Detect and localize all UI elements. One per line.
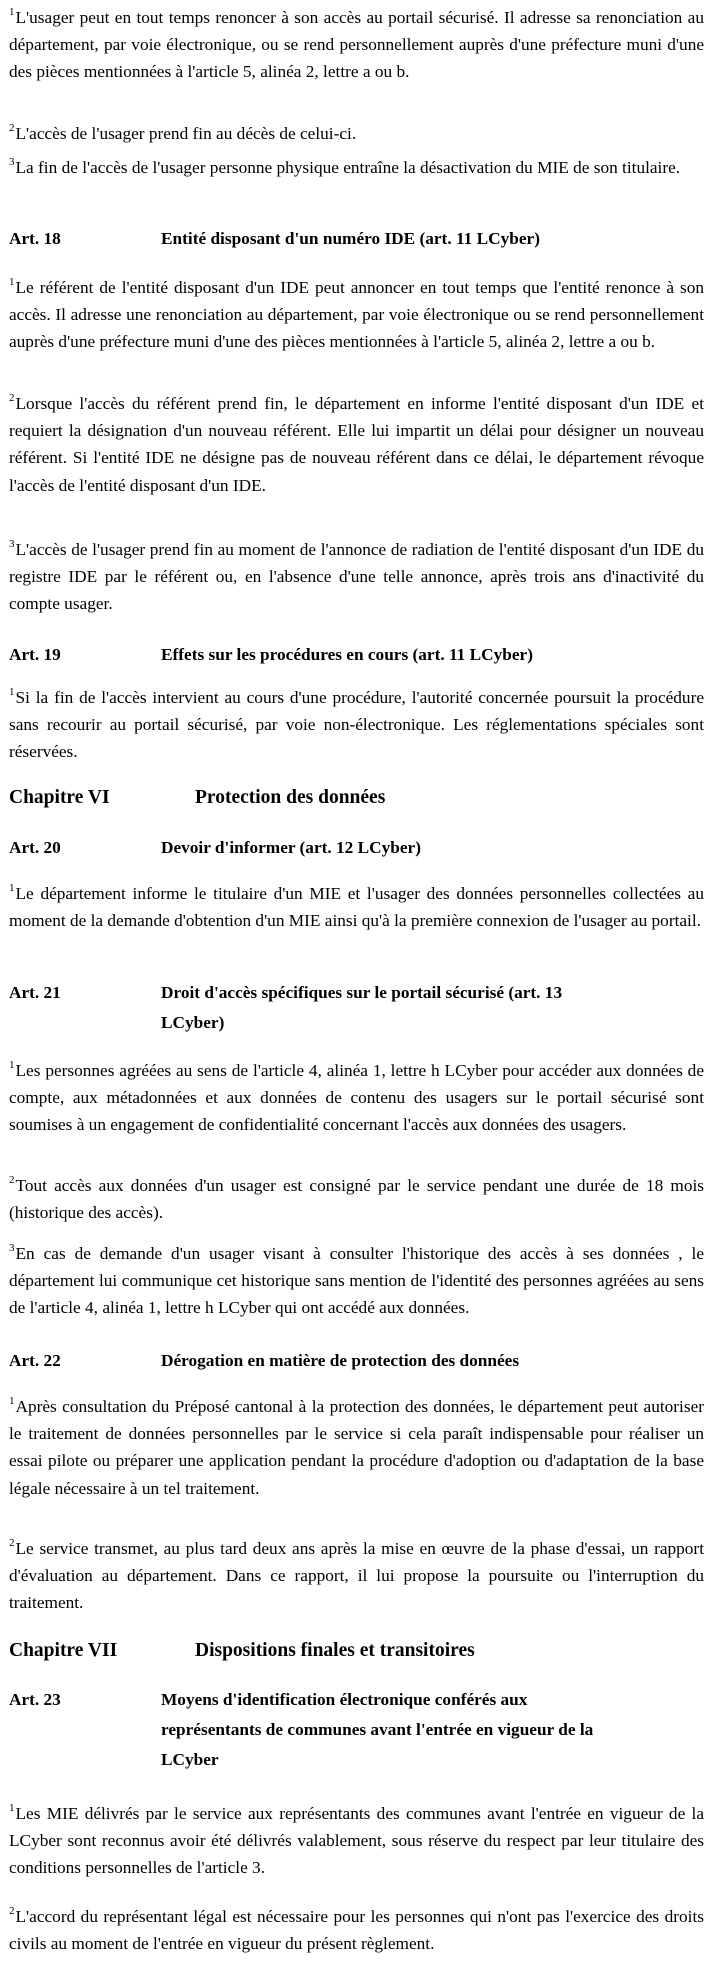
article-title: Entité disposant d'un numéro IDE (art. 11 LCyber) [161, 229, 540, 248]
article-title: Effets sur les procédures en cours (art. 11 LCyber) [161, 645, 533, 664]
paragraph [9, 880, 704, 934]
paragraph [9, 4, 704, 86]
article-heading [9, 640, 704, 670]
paragraph-number: 2 [9, 1174, 15, 1186]
article-heading [9, 1685, 704, 1775]
paragraph-text: Lorsque l'accès du référent prend fin, le département en informe l'entité disposant d'un IDE et requiert la désignation d'un nouveau référent. Elle lui impartit un délai pour désigner un nouveau référent. Si l'entité IDE ne désigne pas de nouveau référent dans ce délai, le département révoque l'accès de l'entité disposant d'un IDE. [9, 394, 704, 495]
paragraph-text: L'accord du représentant légal est nécessaire pour les personnes qui n'ont pas l'exercice des droits civils au moment de l'entrée en vigueur du présent règlement. [9, 1907, 704, 1954]
article-heading [9, 833, 704, 863]
paragraph-text: Après consultation du Préposé cantonal à la protection des données, le département peut autoriser le traitement de données personnelles par le service si cela paraît indispensable pour réaliser un essai pilote ou préparer une application pendant la procédure d'adoption ou d'adaptation de la base légale nécessaire à un tel traitement. [9, 1397, 704, 1498]
chapter-heading [9, 1636, 704, 1666]
paragraph-text: Si la fin de l'accès intervient au cours d'une procédure, l'autorité concernée poursuit la procédure sans recourir au portail sécurisé, par voie non-électronique. Les réglementations spéciales sont réservées. [9, 688, 704, 762]
paragraph-number: 3 [9, 1242, 15, 1254]
article-number: Art. 21 [9, 983, 61, 1002]
paragraph-number: 2 [9, 392, 15, 404]
paragraph-text: L'accès de l'usager prend fin au moment de l'annonce de radiation de l'entité disposant d'un IDE du registre IDE par le référent ou, en l'absence d'une telle annonce, après trois ans d'inactivité du compte usager. [9, 540, 704, 614]
article-number: Art. 23 [9, 1690, 61, 1709]
paragraph-text: En cas de demande d'un usager visant à consulter l'historique des accès à ses données , le département lui communique cet historique sans mention de l'identité des personnes agréées au sens de l'article 4, alinéa 1, lettre h LCyber qui ont accédé aux données. [9, 1244, 704, 1318]
paragraph [9, 1172, 704, 1226]
chapter-heading [9, 783, 704, 813]
paragraph-number: 2 [9, 122, 15, 134]
paragraph [9, 1057, 704, 1139]
paragraph-number: 3 [9, 156, 15, 168]
paragraph-number: 1 [9, 1802, 15, 1814]
paragraph-number: 1 [9, 1059, 15, 1071]
paragraph-text: L'accès de l'usager prend fin au décès de celui-ci. [15, 124, 357, 143]
article-number: Art. 22 [9, 1351, 61, 1370]
paragraph-number: 1 [9, 882, 15, 894]
paragraph-number: 2 [9, 1905, 15, 1917]
paragraph [9, 1240, 704, 1322]
chapter-title: Dispositions finales et transitoires [195, 1640, 475, 1661]
chapter-number: Chapitre VI [9, 787, 110, 808]
paragraph-text: Tout accès aux données d'un usager est consigné par le service pendant une durée de 18 mois (historique des accès). [9, 1176, 704, 1223]
paragraph [9, 536, 704, 618]
article-heading [9, 978, 704, 1038]
paragraph [9, 274, 704, 356]
chapter-title: Protection des données [195, 787, 386, 808]
paragraph-text: Les personnes agréées au sens de l'article 4, alinéa 1, lettre h LCyber pour accéder aux données de compte, aux métadonnées et aux données de contenu des usagers sur le portail sécurisé sont soumises à un engagement de confidentialité concernant l'accès aux données des usagers. [9, 1061, 704, 1135]
paragraph-text: La fin de l'accès de l'usager personne physique entraîne la désactivation du MIE de son titulaire. [15, 158, 681, 177]
paragraph-text: Le référent de l'entité disposant d'un IDE peut annoncer en tout temps que l'entité renonce à son accès. Il adresse une renonciation au département, par voie électronique ou se rend personnellement auprès d'une préfecture muni d'une des pièces mentionnées à l'article 5, alinéa 2, lettre a ou b. [9, 278, 704, 352]
paragraph-number: 1 [9, 6, 15, 18]
paragraph [9, 120, 704, 147]
paragraph [9, 1393, 704, 1502]
paragraph-number: 1 [9, 1395, 15, 1407]
article-title: Dérogation en matière de protection des données [161, 1351, 520, 1370]
paragraph-number: 1 [9, 686, 15, 698]
article-heading [9, 1346, 704, 1376]
paragraph-number: 2 [9, 1537, 15, 1549]
article-number: Art. 18 [9, 229, 61, 248]
paragraph [9, 684, 704, 766]
paragraph-text: Le service transmet, au plus tard deux ans après la mise en œuvre de la phase d'essai, un rapport d'évaluation au département. Dans ce rapport, il lui propose la poursuite ou l'interruption du traitement. [9, 1539, 704, 1613]
article-number: Art. 19 [9, 645, 61, 664]
paragraph [9, 154, 704, 181]
article-heading [9, 224, 704, 254]
chapter-number: Chapitre VII [9, 1640, 118, 1661]
paragraph [9, 1903, 704, 1957]
paragraph-text: Le département informe le titulaire d'un MIE et l'usager des données personnelles collectées au moment de la demande d'obtention d'un MIE ainsi qu'à la première connexion de l'usager au portail. [9, 884, 704, 931]
article-number: Art. 20 [9, 838, 61, 857]
paragraph [9, 390, 704, 499]
paragraph-text: L'usager peut en tout temps renoncer à son accès au portail sécurisé. Il adresse sa renonciation au département, par voie électronique, ou se rend personnellement auprès d'une préfecture muni d'une des pièces mentionnées à l'article 5, alinéa 2, lettre a ou b. [9, 8, 704, 82]
paragraph [9, 1800, 704, 1882]
article-title: Droit d'accès spécifiques sur le portail sécurisé (art. 13 LCyber) [161, 983, 563, 1032]
article-title: Devoir d'informer (art. 12 LCyber) [161, 838, 421, 857]
paragraph-number: 1 [9, 276, 15, 288]
article-title: Moyens d'identification électronique conférés aux représentants de communes avant l'entrée en vigueur de la LCyber [161, 1690, 594, 1769]
paragraph [9, 1535, 704, 1617]
paragraph-number: 3 [9, 538, 15, 550]
paragraph-text: Les MIE délivrés par le service aux représentants des communes avant l'entrée en vigueur de la LCyber sont reconnus avoir été délivrés valablement, sous réserve du respect par leur titulaire des conditions personnelles de l'article 3. [9, 1804, 704, 1878]
